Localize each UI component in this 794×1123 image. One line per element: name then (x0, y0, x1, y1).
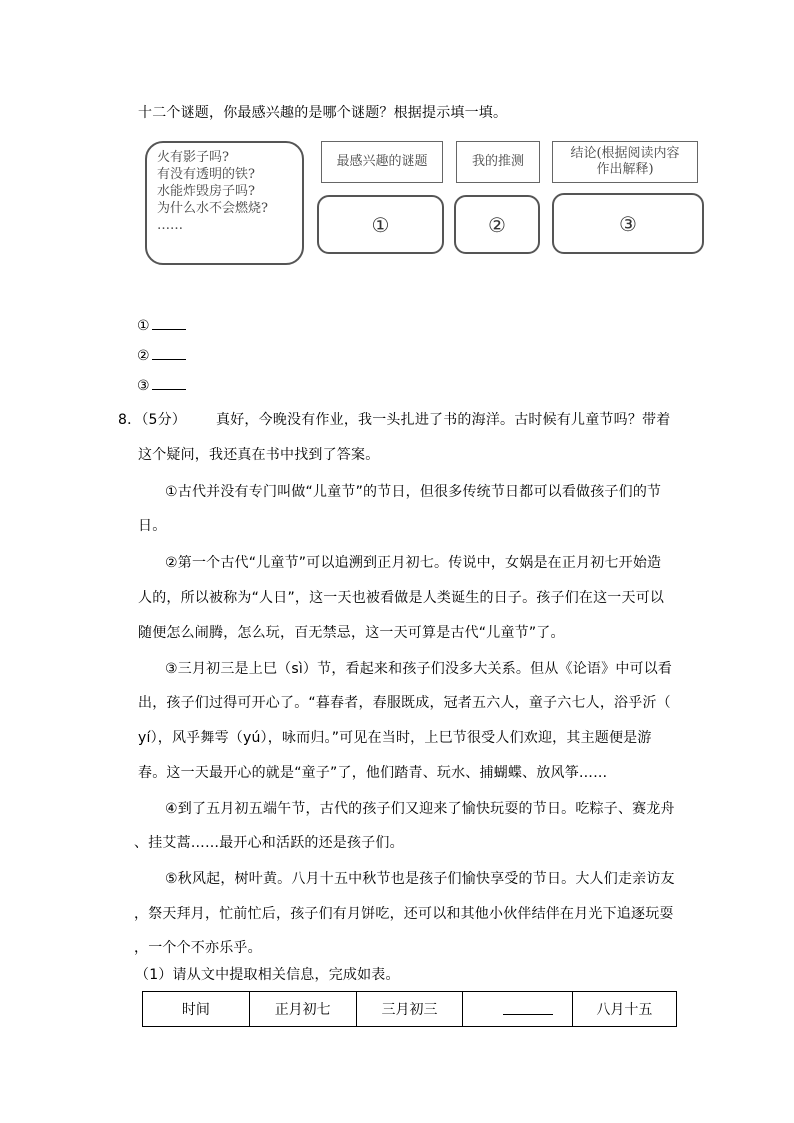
answer-box-1 (317, 195, 444, 254)
question-intro-cont: 这个疑问，我还真在书中找到了答案。 (138, 447, 380, 463)
answer-blank-2[interactable] (137, 345, 186, 365)
table-cell: 三月初三 (356, 992, 463, 1027)
riddle-bubble (145, 141, 304, 265)
blank-line[interactable] (152, 315, 186, 330)
riddle-line: 火有影子吗? (157, 150, 229, 165)
paragraph-2-line: 随便怎么闹腾，怎么玩，百无禁忌，这一天可算是古代“儿童节”了。 (138, 625, 565, 641)
blank-mark: ① (137, 318, 150, 334)
circled-number: ② (488, 212, 506, 237)
paragraph-1-line: 日。 (138, 518, 167, 534)
sub-question-1: （1）请从文中提取相关信息，完成如表。 (135, 967, 400, 983)
paragraph-3-line: yí），风乎舞雩（yú），咏而归。”可见在当时，上巳节很受人们欢迎，其主题便是游 (138, 730, 652, 746)
paragraph-2-line: 人的，所以被称为“人日”，这一天也被看做是人类诞生的日子。孩子们在这一天可以 (138, 590, 665, 606)
question-score: （5分） (141, 412, 187, 428)
header-box-conclusion (552, 141, 698, 183)
circled-number: ① (371, 212, 390, 237)
answer-box-3 (552, 193, 704, 254)
paragraph-3-line: ③三月初三是上巳（sì）节，看起来和孩子们没多大关系。但从《论语》中可以看 (165, 661, 673, 677)
header-box-riddle (321, 141, 443, 183)
question-intro: 真好，今晚没有作业，我一头扎进了书的海洋。古时候有儿童节吗？带着 (216, 412, 671, 428)
header-label-line: 作出解释) (596, 162, 654, 177)
table-cell-blank[interactable] (463, 992, 572, 1027)
paragraph-1-line: ①古代并没有专门叫做“儿童节”的节日，但很多传统节日都可以看做孩子们的节 (165, 484, 662, 500)
header-box-guess (456, 141, 540, 183)
table-cell: 八月十五 (572, 992, 676, 1027)
riddle-line: 有没有透明的铁? (157, 167, 255, 182)
paragraph-4-line: ④到了五月初五端午节，古代的孩子们又迎来了愉快玩耍的节日。吃粽子、赛龙舟 (165, 801, 675, 817)
info-table (142, 991, 677, 1027)
answer-blank-3[interactable] (137, 375, 186, 395)
riddle-line: …… (157, 218, 183, 233)
blank-mark: ③ (137, 378, 150, 394)
paragraph-4-line: 、挂艾蒿……最开心和活跃的还是孩子们。 (134, 835, 404, 851)
table-cell: 正月初七 (249, 992, 356, 1027)
paragraph-3-line: 春。这一天最开心的就是“童子”了，他们踏青、玩水、捕蝴蝶、放风筝…… (138, 765, 608, 781)
table-row (143, 992, 677, 1027)
paragraph-5-line: ⑤秋风起，树叶黄。八月十五中秋节也是孩子们愉快享受的节日。大人们走亲访友 (165, 871, 675, 887)
answer-blank-1[interactable] (137, 315, 186, 335)
header-label-line: 结论(根据阅读内容 (570, 146, 680, 161)
blank-line[interactable] (152, 345, 186, 360)
question-8-header (118, 411, 670, 429)
question-intro-line: 十二个谜题，你最感兴趣的是哪个谜题？根据提示填一填。 (138, 105, 508, 121)
header-label: 最感兴趣的谜题 (336, 154, 428, 169)
fill-blank[interactable] (503, 1000, 553, 1015)
table-cell-header: 时间 (143, 992, 250, 1027)
header-label: 我的推测 (471, 154, 524, 169)
blank-line[interactable] (152, 375, 186, 390)
circled-number: ③ (619, 211, 637, 236)
paragraph-2-line: ②第一个古代“儿童节”可以追溯到正月初七。传说中，女娲是在正月初七开始造 (165, 555, 662, 571)
answer-box-2 (454, 195, 540, 254)
riddle-line: 水能炸毁房子吗? (157, 184, 255, 199)
paragraph-5-line: ，祭天拜月，忙前忙后，孩子们有月饼吃，还可以和其他小伙伴结伴在月光下追逐玩耍 (134, 906, 674, 922)
paragraph-3-line: 出，孩子们过得可开心了。“暮春者，春服既成，冠者五六人，童子六七人，浴乎沂（ (138, 695, 671, 711)
question-number: 8． (118, 412, 142, 428)
paragraph-5-line: ，一个个不亦乐乎。 (134, 940, 262, 956)
blank-mark: ② (137, 348, 150, 364)
riddle-line: 为什么水不会燃烧? (157, 201, 268, 216)
